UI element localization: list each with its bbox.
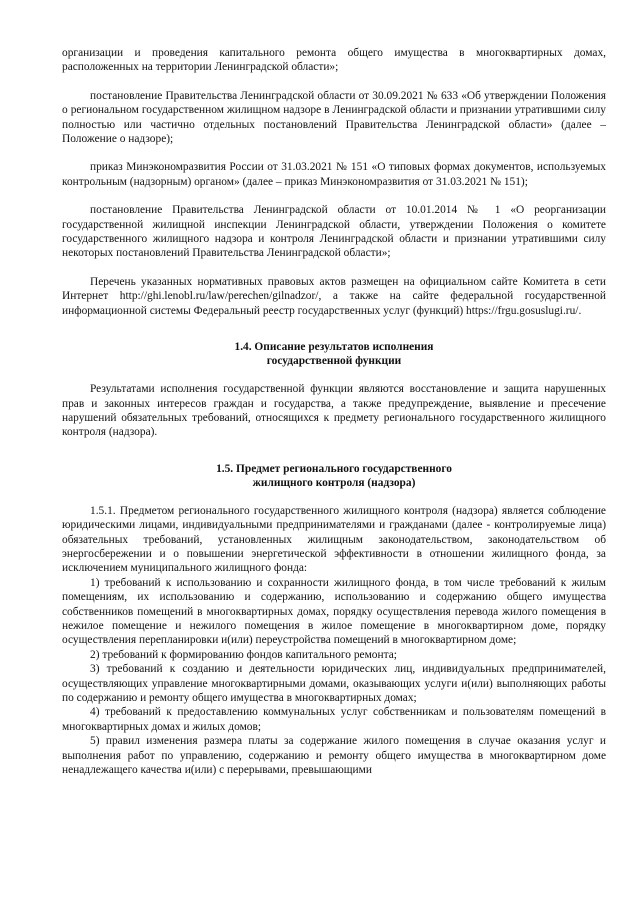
section-1-4-title-line2: государственной функции: [266, 355, 402, 368]
section-1-5-list-item: 2) требований к формированию фондов капитального ремонта;: [90, 648, 397, 661]
intro-continuation: организации и проведения капитального ремонта общего имущества в многоквартирных домах, расположенных на территории Ленинградской области»;: [62, 47, 606, 74]
section-1-4-title: [62, 340, 606, 368]
section-1-5-paragraph: 1.5.1. Предметом регионального государственного жилищного контроля (надзора) является соблюдение юридическими лицами, индивидуальными предпринимателями и гражданами (далее - контролируемые лица) обязательных требований, установленных жилищным законодательством, законодательством об энергосбережении и о повышении энергетической эффективности в отношении жилищного фонда, за исключением муниципального жилищного фонда:: [62, 504, 606, 575]
legal-acts-list-location: Перечень указанных нормативных правовых актов размещен на официальном сайте Комитета в сети Интернет http://ghi.lenobl.ru/law/perechen/gilnadzor/, а также на сайте федеральной государственной информационной системы Федеральный реестр государственных услуг (функций) https://frgu.gosuslugi.ru/.: [62, 275, 606, 317]
section-1-4-text: Результатами исполнения государственной функции являются восстановление и защита нарушенных прав и законных интересов граждан и государства, а также предупреждение, выявление и пресечение нарушений обязательных требований, относящихся к предмету регионального государственного жилищного контроля (надзора).: [62, 383, 606, 439]
legal-act-paragraph: постановление Правительства Ленинградской области от 10.01.2014 № 1 «О реорганизации государственной жилищной инспекции Ленинградской области, утверждении Положения о комитете государственного жилищного надзора и контроля Ленинградской области и признании утратившими силу некоторых постановлений Правительства Ленинградской области»;: [62, 204, 606, 260]
section-1-5-list-item: 4) требований к предоставлению коммунальных услуг собственникам и пользователям помещений в многоквартирных домах и жилых домов;: [62, 706, 606, 733]
section-1-5-list-item: 5) правил изменения размера платы за содержание жилого помещения в случае оказания услуг и выполнения работ по управлению, содержанию и ремонту общего имущества в многоквартирном доме ненадлежащего качества и(или) с перерывами, превышающими: [62, 735, 606, 777]
section-1-4-title-line1: 1.4. Описание результатов исполнения: [234, 341, 434, 354]
legal-act-paragraph: приказ Минэкономразвития России от 31.03.2021 № 151 «О типовых формах документов, используемых контрольным (надзорным) органом» (далее – приказ Минэкономразвития от 31.03.2021 № 151);: [62, 161, 606, 188]
section-1-5-title-line2: жилищного контроля (надзора): [252, 476, 416, 489]
section-1-5-title: [62, 462, 606, 490]
section-1-5-list-item: 1) требований к использованию и сохранности жилищного фонда, в том числе требований к жилым помещениям, их использованию и содержанию, использованию и содержанию общего имущества собственников помещений в многоквартирных домах, порядку осуществления перевода жилого помещения в нежилое помещение и нежилого помещения в жилое помещение в многоквартирном доме, порядку осуществления перепланировки и(или) переустройства помещений в многоквартирном доме;: [62, 576, 606, 647]
legal-act-paragraph: постановление Правительства Ленинградской области от 30.09.2021 № 633 «Об утверждении Положения о региональном государственном жилищном надзоре в Ленинградской области и признании утратившими силу полностью или частично отдельных постановлений Правительства Ленинградской области» (далее – Положение о надзоре);: [62, 89, 606, 146]
section-1-5-title-line1: 1.5. Предмет регионального государственного: [216, 462, 452, 475]
section-1-5-list-item: 3) требований к созданию и деятельности юридических лиц, индивидуальных предпринимателей, осуществляющих управление многоквартирными домами, оказывающих услуги и(или) выполняющих работы по содержанию и ремонту общего имущества в многоквартирных домах;: [62, 663, 606, 704]
